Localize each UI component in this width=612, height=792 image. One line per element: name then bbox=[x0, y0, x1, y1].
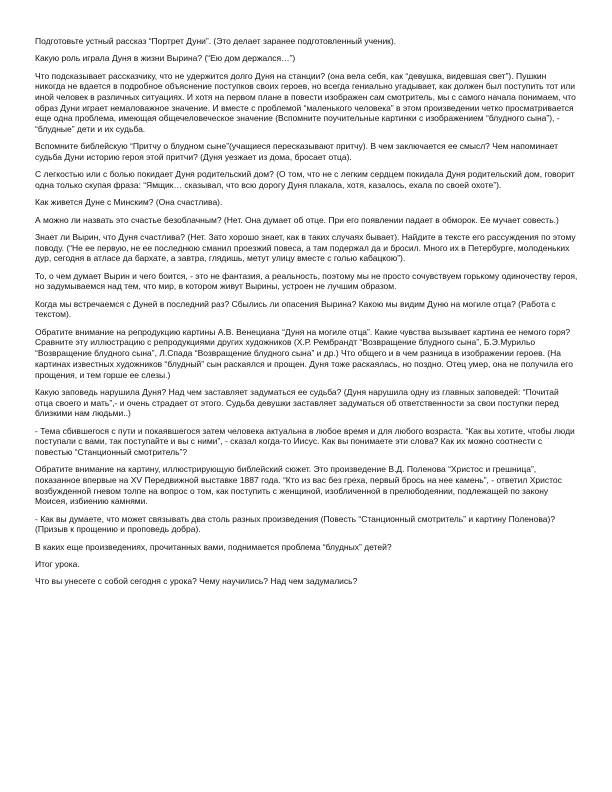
paragraph-dunya-role: Какую роль играла Дуня в жизни Вырина? (“Ею дом держался…”) bbox=[35, 53, 296, 64]
paragraph-lesson-summary: Итог урока. bbox=[35, 558, 80, 569]
paragraph-other-works: В каких еще произведениях, прочитанных вами, поднимается проблема “блудных” детей? bbox=[35, 541, 392, 552]
paragraph-venetsianov-painting: Обратите внимание на репродукцию картины А.В. Венециана “Дуня на могиле отца”. Какие чувства вызывает картина ее немого горя? Сравните эту иллюстрацию с репродукциями других художников (Х.Р. Рембрандт “Возвращение блудного сына”, Б.Э.Мурильо “Возвращение блудного сына”, Л.Спада “Возвращение блудного сына” и др.) Что общего и в чем разница в изображении героев. (На картинах известных художников “блудный” сын раскаялся и прощен. Дуня тоже раскаялась, но поздно. Отец умер, она не получила его прощения, и тем горше ее слезы.) bbox=[35, 326, 573, 380]
paragraph-last-meeting: Когда мы встречаемся с Дуней в последний раз? Сбылись ли опасения Вырина? Какою мы видим Дуню на могиле отца? (Работа с текстом). bbox=[35, 298, 556, 320]
paragraph-vyrin-knows: Знает ли Вырин, что Дуня счастлива? (Нет. Зато хорошо знает, как в таких случаях бывает). Найдите в тексте его рассуждения по этому поводу. (“Не ее первую, не ее последнюю сманил проезжий повеса, а там подержал да и бросил. Много их в Петербурге, молоденьких дур, сегодня в атласе да бархате, а завтра, глядишь, метут улицу вместе с голью кабацкою”). bbox=[35, 232, 576, 264]
paragraph-connection: - Как вы думаете, что может связывать два столь разных произведения (Повесть “Станционный смотритель” и картину Поленова)? (Призыв к прощению и проповедь добра). bbox=[35, 513, 556, 535]
paragraph-happiness: А можно ли назвать это счастье безоблачным? (Нет. Она думает об отце. При его появлении падает в обморок. Ее мучает совесть.) bbox=[35, 214, 559, 225]
paragraph-task-portrait: Подготовьте устный рассказ “Портрет Дуни”. (Это делает заранее подготовленный ученик). bbox=[35, 36, 397, 46]
paragraph-vyrin-fears: То, о чем думает Вырин и чего боится, - это не фантазия, а реальность, поэтому мы не просто сочувствуем горькому одиночеству героя, но задумываемся над тем, что мир, в котором живут Вырины, устроен не лучшим образом. bbox=[35, 270, 578, 292]
paragraph-leaving-home: С легкостью или с болью покидает Дуня родительский дом? (О том, что не с легким сердцем покидала Дуня родительский дом, говорит одна только скупая фраза: “Ямщик… сказывал, что всю дорогу Дуня плакала, хотя, казалось, ехала по своей охоте”). bbox=[35, 169, 575, 191]
paragraph-polenov-painting: Обратите внимание на картину, иллюстрирующую библейский сюжет. Это произведение В.Д. Поленова “Христос и грешница”, показанное впервые на XV Передвижной выставке 1887 года. “Кто из вас без греха, первый брось на нее камень”, - ответил Христос возбужденной гневом толпе на вопрос о том, как поступить с женщиной, изобличенной в прелюбодеянии, подлежащей по закону Моисея, избиению камнями. bbox=[35, 464, 562, 507]
paragraph-reflection: Что вы унесете с собой сегодня с урока? Чему научились? Над чем задумались? bbox=[35, 576, 358, 587]
paragraph-golden-rule: - Тема сбившегося с пути и покаявшегося затем человека актуальна в любое время и для любого возраста. “Как вы хотите, чтобы люди поступали с вами, так поступайте и вы с ними”, - сказал когда-то Иисус. Как вы понимаете эти слова? Как их можно соотнести с повестью “Станционный смотритель”? bbox=[35, 425, 575, 457]
paragraph-life-with-minsky: Как живется Дуне с Минским? (Она счастлива). bbox=[35, 197, 223, 208]
paragraph-commandment: Какую заповедь нарушила Дуня? Над чем заставляет задуматься ее судьба? (Дуня нарушила одну из главных заповедей: “Почитай отца своего и мать”,- и очень страдает от этого. Судьба девушки заставляет задуматься об ответственности за свои поступки перед близкими нам людьми..) bbox=[35, 386, 559, 419]
paragraph-narrator-hint: Что подсказывает рассказчику, что не удержится долго Дуня на станции? (она вела себя, как “девушка, видевшая свет”). Пушкин никогда не вдается в подробное объяснение поступков своих героев, но всегда гениально угадывает, как должен был поступить тот или иной человек в различных ситуациях. И хотя на первом плане в повести изображен сам смотритель, мы с самого начала понимаем, что образ Дуни играет немаловажное значение. И вместе с проблемой “маленького человека” в этом произведении четко просматривается еще одна проблема, имеющая общечеловеческое значение (Вспомните поучительные картинки с изображением “блудного сына”), - “блудные” дети и их судьба. bbox=[35, 70, 576, 135]
paragraph-prodigal-son: Вспомните библейскую “Притчу о блудном сыне”(учащиеся пересказывают притчу). В чем заключается ее смысл? Чем напоминает судьба Дуни историю героя этой притчи? (Дуня уезжает из дома, бросает отца). bbox=[35, 141, 558, 163]
